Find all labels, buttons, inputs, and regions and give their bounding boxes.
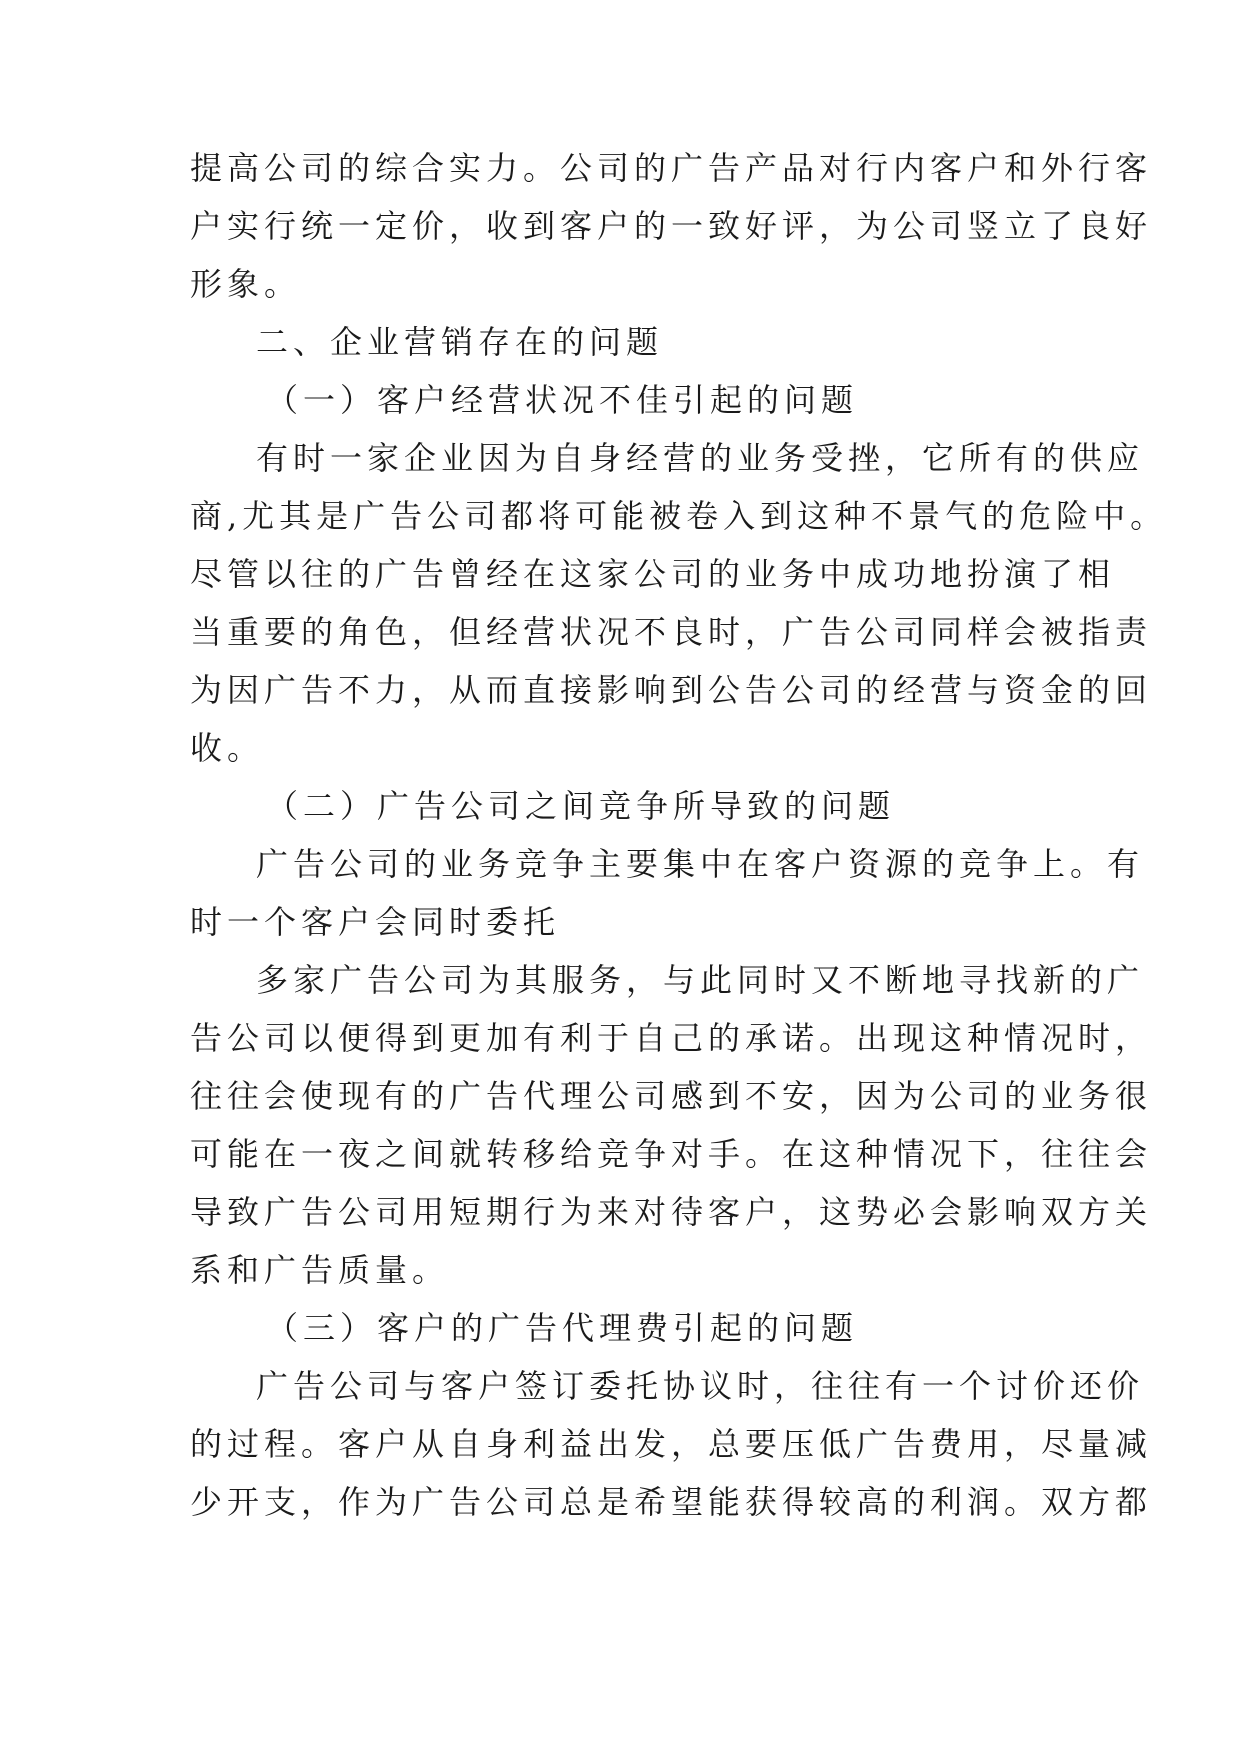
- paragraph-line: 提高公司的综合实力。公司的广告产品对行内客户和外行客: [190, 149, 1153, 187]
- paragraph-line: 少开支，作为广告公司总是希望能获得较高的利润。双方都: [190, 1483, 1153, 1521]
- paragraph-line: 广告公司的业务竞争主要集中在客户资源的竞争上。有: [256, 845, 1145, 883]
- section-heading: 二、企业营销存在的问题: [256, 323, 664, 361]
- paragraph-line: 多家广告公司为其服务，与此同时又不断地寻找新的广: [256, 961, 1145, 999]
- paragraph-line: 时一个客户会同时委托: [190, 903, 561, 941]
- subsection-heading: （二）广告公司之间竞争所导致的问题: [266, 787, 896, 825]
- subsection-heading: （一）客户经营状况不佳引起的问题: [266, 381, 859, 419]
- paragraph-line: 的过程。客户从自身利益出发，总要压低广告费用，尽量减: [190, 1425, 1153, 1463]
- paragraph-line: 当重要的角色，但经营状况不良时，广告公司同样会被指责: [190, 613, 1153, 651]
- paragraph-line: 收。: [190, 729, 265, 767]
- paragraph-line: 告公司以便得到更加有利于自己的承诺。出现这种情况时，: [190, 1019, 1153, 1057]
- paragraph-line: 可能在一夜之间就转移给竞争对手。在这种情况下，往往会: [190, 1135, 1153, 1173]
- paragraph-line: 系和广告质量。: [190, 1251, 450, 1289]
- paragraph-line: 尽管以往的广告曾经在这家公司的业务中成功地扮演了相: [190, 555, 1116, 593]
- paragraph-line: 往往会使现有的广告代理公司感到不安，因为公司的业务很: [190, 1077, 1153, 1115]
- paragraph-line: 户实行统一定价，收到客户的一致好评，为公司竖立了良好: [190, 207, 1153, 245]
- paragraph-line: 广告公司与客户签订委托协议时，往往有一个讨价还价: [256, 1367, 1145, 1405]
- subsection-heading: （三）客户的广告代理费引起的问题: [266, 1309, 859, 1347]
- paragraph-line: 形象。: [190, 265, 302, 303]
- paragraph-line: 商,尤其是广告公司都将可能被卷入到这种不景气的危险中。: [190, 497, 1168, 535]
- paragraph-line: 有时一家企业因为自身经营的业务受挫，它所有的供应: [256, 439, 1145, 477]
- paragraph-line: 为因广告不力，从而直接影响到公告公司的经营与资金的回: [190, 671, 1153, 709]
- paragraph-line: 导致广告公司用短期行为来对待客户，这势必会影响双方关: [190, 1193, 1153, 1231]
